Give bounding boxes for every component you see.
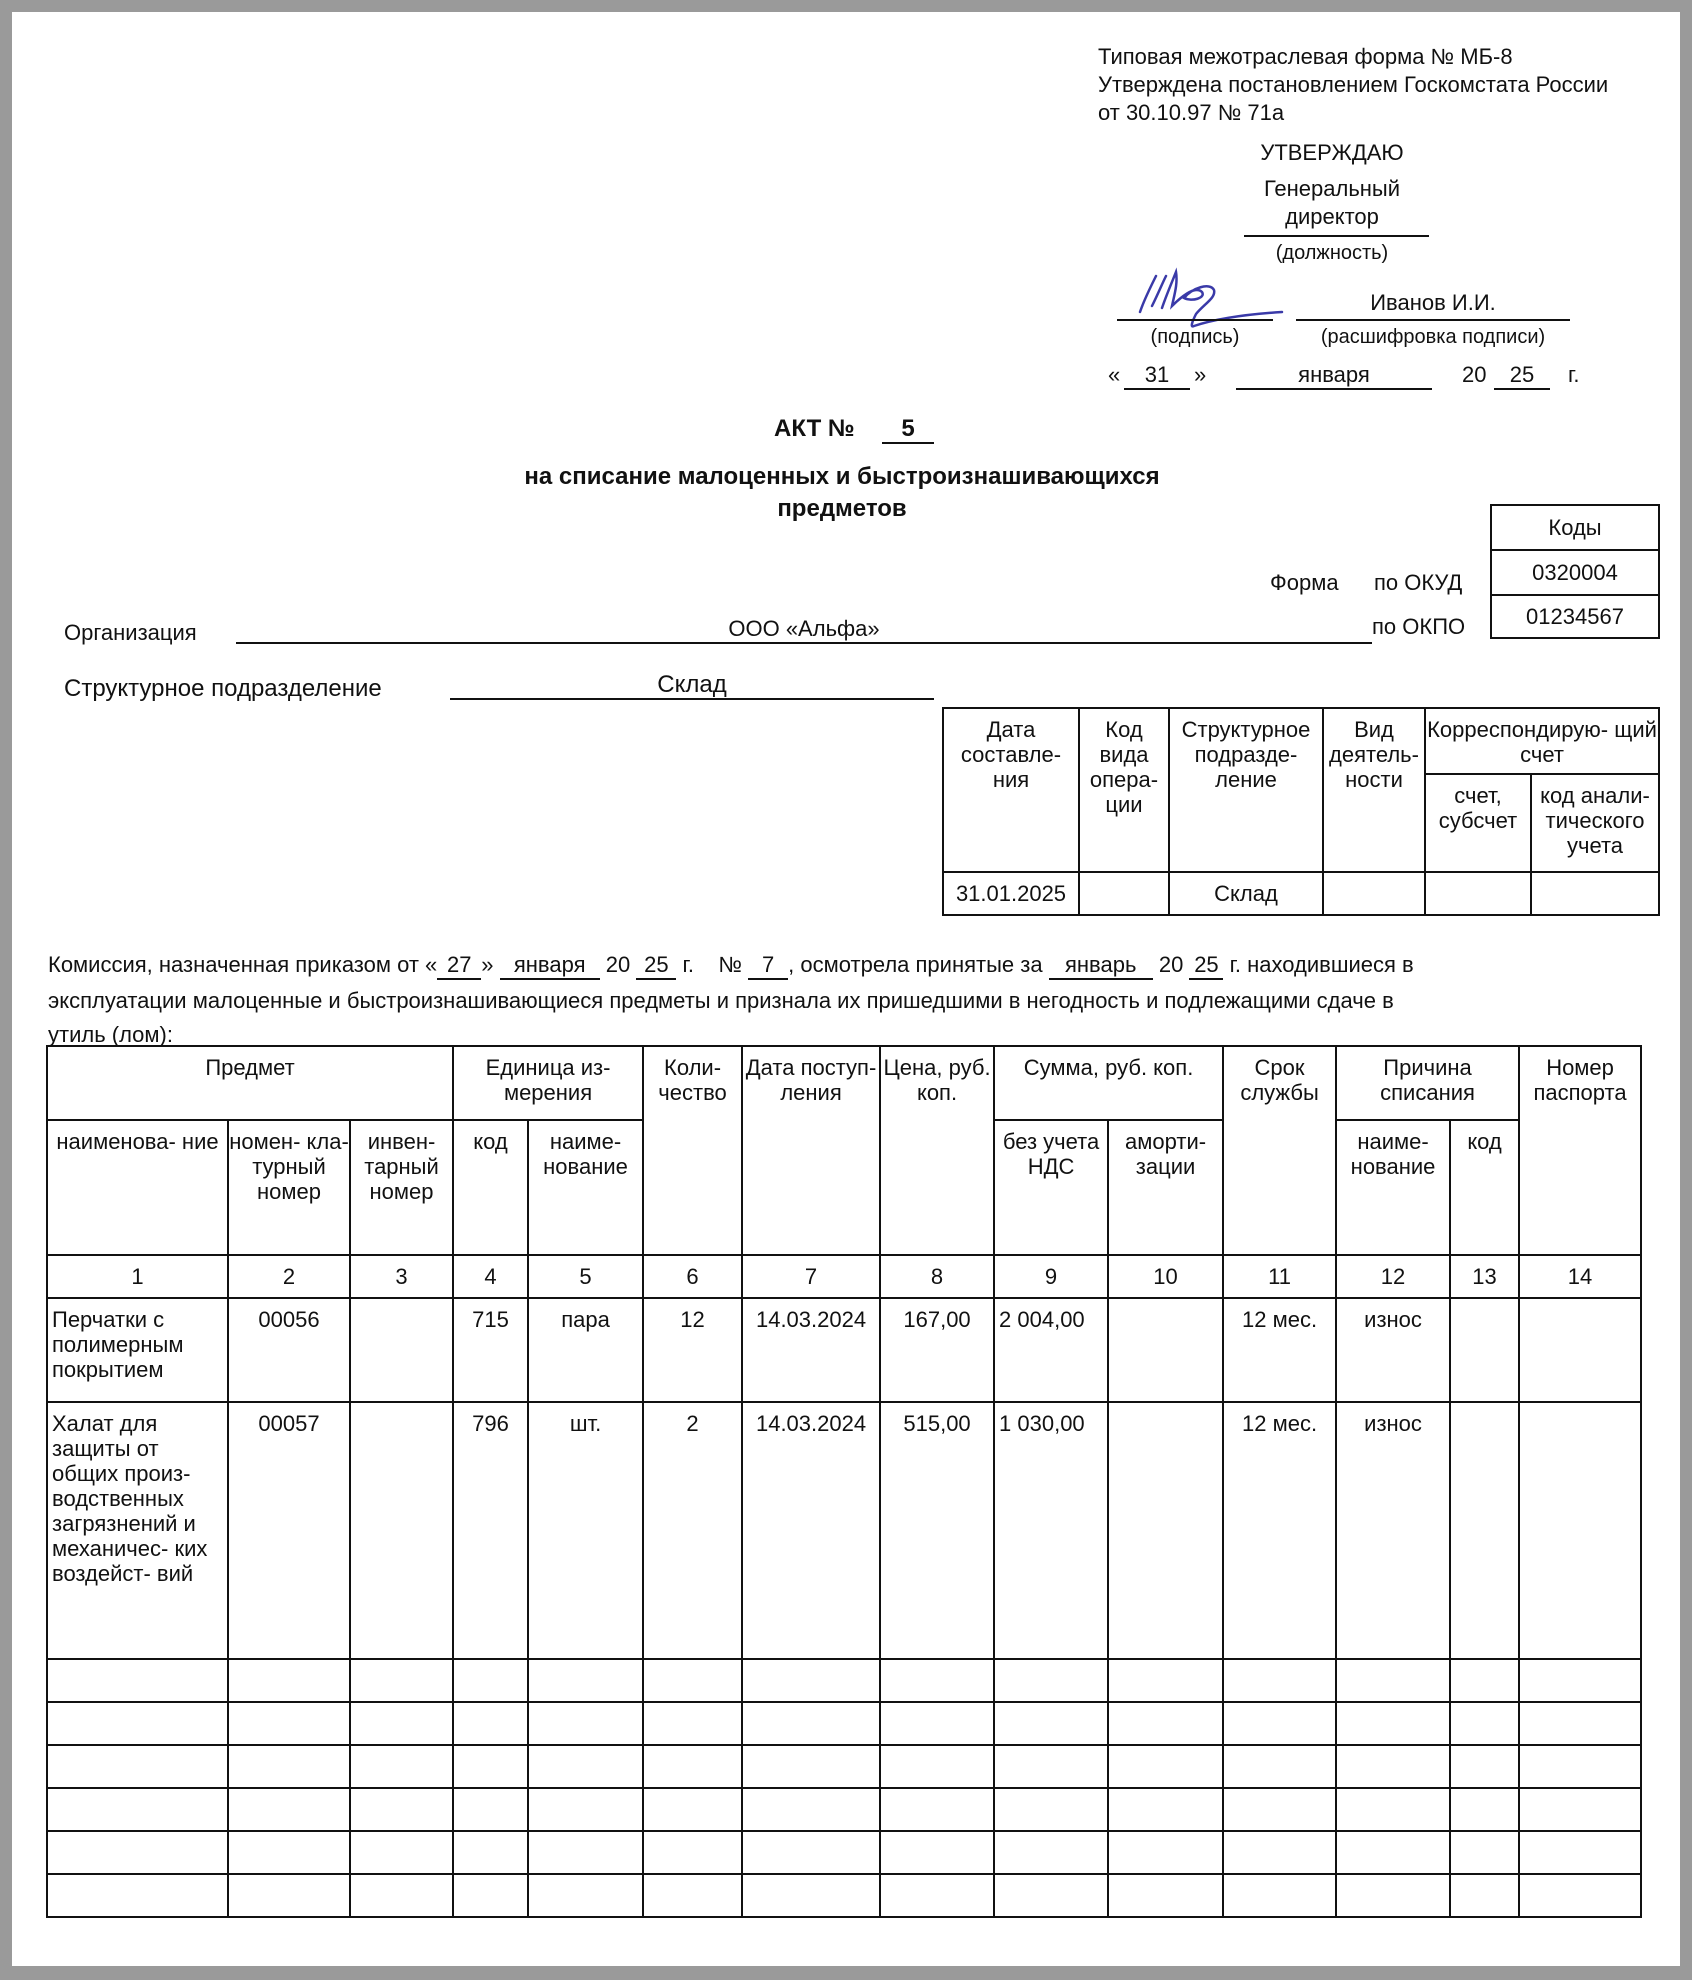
organization-label: Организация [64,620,197,645]
column-number: 3 [350,1255,453,1298]
header-quantity: Коли- чество [643,1046,742,1255]
commission-text: » [481,952,494,977]
header-item-name: наименова- ние [47,1120,228,1255]
item-sum-no-vat: 1 030,00 [994,1402,1108,1659]
form-reference-line1: Типовая межотраслевая форма № МБ-8 [1098,44,1513,69]
item-sum-depreciation [1108,1402,1223,1659]
column-number: 1 [47,1255,228,1298]
item-reason-name: износ [1336,1298,1450,1402]
position-caption: (должность) [1275,242,1389,264]
order-year: 25 [636,952,676,980]
table-row [47,1402,1641,1659]
commission-text: г. № [682,952,743,977]
date-suffix: г. [1568,362,1580,387]
header-analytic-code: код анали- тического учета [1531,774,1659,872]
header-unit-code: код [453,1120,528,1255]
activity-value [1323,872,1425,915]
item-price: 515,00 [880,1402,994,1659]
commission-text: , осмотрела принятые за [788,952,1043,977]
division-value: Склад [450,672,934,700]
item-name: Халат для защиты от общих произ- водственных загрязнений и механичес- ких воздейст- вий [47,1402,228,1659]
date-close-quote: » [1194,362,1207,387]
empty-row [47,1702,1641,1745]
item-unit-name: пара [528,1298,643,1402]
header-nomenclature: номен- кла- турный номер [228,1120,350,1255]
item-receipt-date: 14.03.2024 [742,1298,880,1402]
order-number: 7 [748,952,788,980]
header-activity: Вид деятель- ности [1323,708,1425,872]
act-subtitle-line1: на списание малоценных и быстроизнашивающихся [524,463,1160,490]
header-reason-name: наиме- нование [1336,1120,1450,1255]
header-unit: Единица из- мерения [453,1046,643,1120]
name-caption: (расшифровка подписи) [1320,326,1546,348]
item-quantity: 2 [643,1402,742,1659]
empty-row [47,1788,1641,1831]
document-page [12,12,1680,1966]
signature-caption: (подпись) [1150,326,1240,348]
document-details-table [942,707,1660,916]
empty-row [47,1659,1641,1702]
column-number: 9 [994,1255,1108,1298]
header-price: Цена, руб. коп. [880,1046,994,1255]
date-open-quote: « [1108,362,1121,387]
empty-row [47,1831,1641,1874]
column-number: 8 [880,1255,994,1298]
name-line [1296,319,1570,321]
header-receipt-date: Дата поступ- ления [742,1046,880,1255]
position-underline [1244,235,1429,237]
op-code-value [1079,872,1169,915]
commission-text: 20 [605,952,631,977]
division-code-value: Склад [1169,872,1323,915]
header-sum-depreciation: аморти- зации [1108,1120,1223,1255]
okud-value: 0320004 [1491,550,1659,595]
act-number: 5 [882,416,934,444]
approval-month: января [1236,362,1432,390]
division-label: Структурное подразделение [64,675,382,702]
period-year: 25 [1189,952,1223,980]
header-unit-name: наиме- нование [528,1120,643,1255]
order-month: января [500,952,600,980]
empty-row [47,1745,1641,1788]
column-numbers-row [47,1255,1641,1298]
column-number: 10 [1108,1255,1223,1298]
item-quantity: 12 [643,1298,742,1402]
column-number: 14 [1519,1255,1641,1298]
item-passport [1519,1402,1641,1659]
okud-label: по ОКУД [1374,570,1463,595]
act-label: АКТ № [774,415,855,442]
commission-line3: утиль (лом): [48,1022,173,1047]
column-number: 7 [742,1255,880,1298]
signature-line [1117,319,1273,321]
item-nomenclature: 00057 [228,1402,350,1659]
analytic-code-value [1531,872,1659,915]
item-service-life: 12 мес. [1223,1298,1336,1402]
item-receipt-date: 14.03.2024 [742,1402,880,1659]
item-nomenclature: 00056 [228,1298,350,1402]
form-label: Форма [1270,570,1339,595]
item-passport [1519,1298,1641,1402]
header-service-life: Срок службы [1223,1046,1336,1255]
header-passport: Номер паспорта [1519,1046,1641,1255]
date-year-prefix: 20 [1462,362,1487,387]
item-inventory [350,1298,453,1402]
form-reference-line3: от 30.10.97 № 71а [1098,100,1285,125]
okpo-value: 01234567 [1491,595,1659,638]
form-reference-line2: Утверждена постановлением Госкомстата России [1098,72,1609,97]
header-corr-account: Корреспондирую- щий счет [1425,708,1659,774]
item-price: 167,00 [880,1298,994,1402]
item-service-life: 12 мес. [1223,1402,1336,1659]
okpo-label: по ОКПО [1372,614,1466,639]
approval-title: УТВЕРЖДАЮ [1260,140,1404,165]
item-unit-name: шт. [528,1402,643,1659]
position-line1: Генеральный [1263,176,1401,201]
approval-year: 25 [1494,362,1550,390]
act-subtitle-line2: предметов [777,495,907,522]
period-month: январь [1049,952,1153,980]
column-number: 13 [1450,1255,1519,1298]
order-day: 27 [437,952,481,980]
codes-table [1490,504,1660,639]
signer-name: Иванов И.И. [1370,290,1496,315]
column-number: 5 [528,1255,643,1298]
header-division: Структурное подразде- ление [1169,708,1323,872]
column-number: 2 [228,1255,350,1298]
item-unit-code: 796 [453,1402,528,1659]
table-row [47,1298,1641,1402]
organization-value: ООО «Альфа» [236,616,1372,644]
item-reason-name: износ [1336,1402,1450,1659]
item-reason-code [1450,1402,1519,1659]
header-account: счет, субсчет [1425,774,1531,872]
item-unit-code: 715 [453,1298,528,1402]
column-number: 11 [1223,1255,1336,1298]
commission-text: г. находившиеся в [1229,952,1414,977]
codes-header: Коды [1491,505,1659,550]
item-inventory [350,1402,453,1659]
header-item: Предмет [47,1046,453,1120]
header-doc-date: Дата составле- ния [943,708,1079,872]
approval-day: 31 [1124,362,1190,390]
item-reason-code [1450,1298,1519,1402]
position-line2: директор [1285,204,1379,229]
header-sum-no-vat: без учета НДС [994,1120,1108,1255]
commission-line1 [48,952,1414,980]
header-inventory: инвен- тарный номер [350,1120,453,1255]
column-number: 12 [1336,1255,1450,1298]
commission-text: 20 [1158,952,1184,977]
item-sum-depreciation [1108,1298,1223,1402]
writeoff-items-table [46,1045,1642,1918]
item-name: Перчатки с полимерным покрытием [47,1298,228,1402]
item-sum-no-vat: 2 004,00 [994,1298,1108,1402]
commission-line2: эксплуатации малоценные и быстроизнашивающиеся предметы и признала их пришедшими в негодность и подлежащими сдаче в [48,988,1394,1013]
signature-icon [1122,262,1322,332]
account-value [1425,872,1531,915]
column-number: 6 [643,1255,742,1298]
column-number: 4 [453,1255,528,1298]
doc-date-value: 31.01.2025 [943,872,1079,915]
empty-row [47,1874,1641,1917]
commission-text: Комиссия, назначенная приказом от « [48,952,438,977]
header-reason-code: код [1450,1120,1519,1255]
header-reason: Причина списания [1336,1046,1519,1120]
header-op-code: Код вида опера- ции [1079,708,1169,872]
header-sum: Сумма, руб. коп. [994,1046,1223,1120]
